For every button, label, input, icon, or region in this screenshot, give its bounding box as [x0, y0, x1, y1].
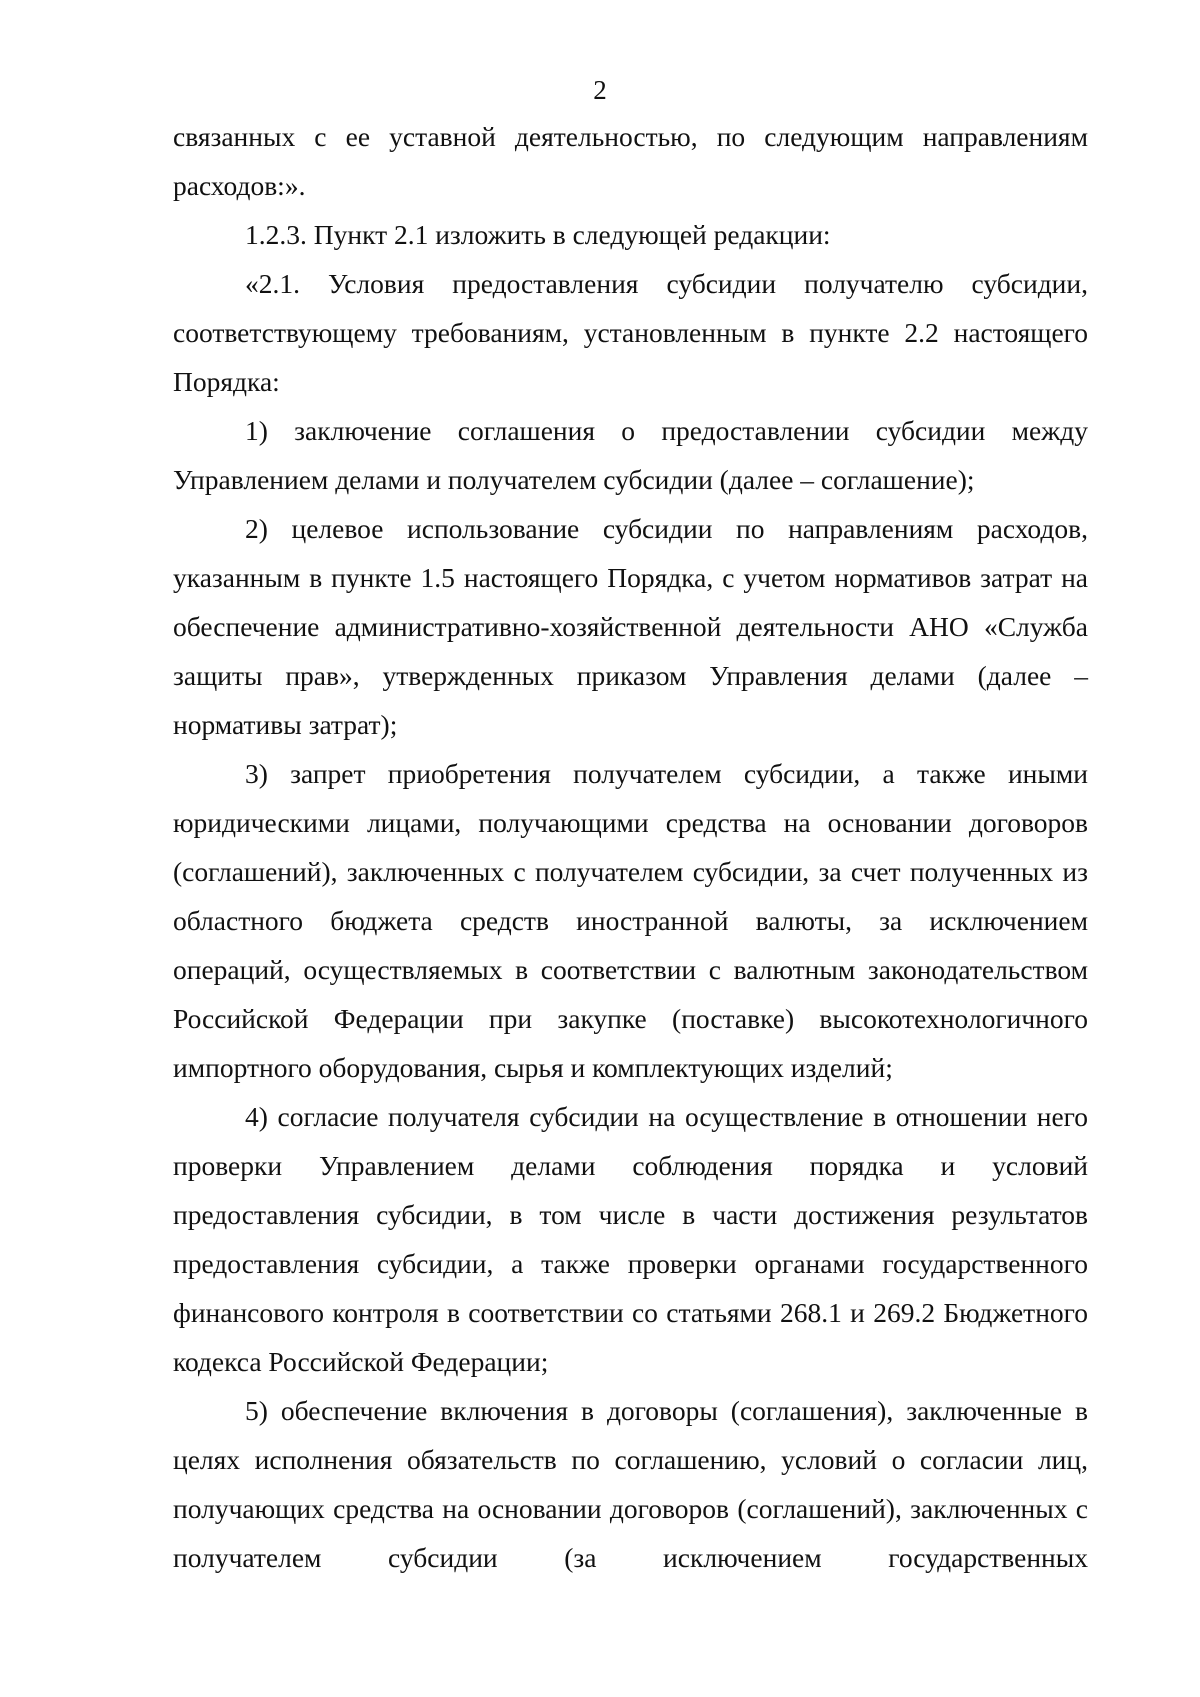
list-item-3: 3) запрет приобретения получателем субсидии, а также иными юридическими лицами, получающими средства на основании договоров (соглашений), заключенных с получателем субсидии, за счет полученных из областного бюджета средств иностранной валюты, за исключением операций, осуществляемых в соответствии с валютным законодательством Российской Федерации при закупке (поставке) высокотехнологичного импортного оборудования, сырья и комплектующих изделий; [173, 758, 1088, 1083]
list-item-4: 4) согласие получателя субсидии на осуществление в отношении него проверки Управлением делами соблюдения порядка и условий предоставления субсидии, в том числе в части достижения результатов предоставления субсидии, а также проверки органами государственного финансового контроля в соответствии со статьями 268.1 и 269.2 Бюджетного кодекса Российской Федерации; [173, 1101, 1088, 1377]
list-item-1: 1) заключение соглашения о предоставлении субсидии между Управлением делами и получателем субсидии (далее – соглашение); [173, 415, 1088, 495]
paragraph-2-1: «2.1. Условия предоставления субсидии получателю субсидии, соответствующему требованиям, установленным в пункте 2.2 настоящего Порядка: [173, 268, 1088, 397]
list-item-5: 5) обеспечение включения в договоры (соглашения), заключенные в целях исполнения обязательств по соглашению, условий о согласии лиц, получающих средства на основании договоров (соглашений), заключенных с получателем субсидии (за исключением государственных [173, 1395, 1088, 1573]
document-body [173, 112, 1088, 1582]
list-item-2: 2) целевое использование субсидии по направлениям расходов, указанным в пункте 1.5 настоящего Порядка, с учетом нормативов затрат на обеспечение административно-хозяйственной деятельности АНО «Служба защиты прав», утвержденных приказом Управления делами (далее – нормативы затрат); [173, 513, 1088, 740]
page-number: 2 [593, 75, 607, 105]
paragraph-1-2-3: 1.2.3. Пункт 2.1 изложить в следующей редакции: [245, 219, 831, 250]
paragraph-continuation: связанных с ее уставной деятельностью, по следующим направлениям расходов:». [173, 121, 1088, 201]
